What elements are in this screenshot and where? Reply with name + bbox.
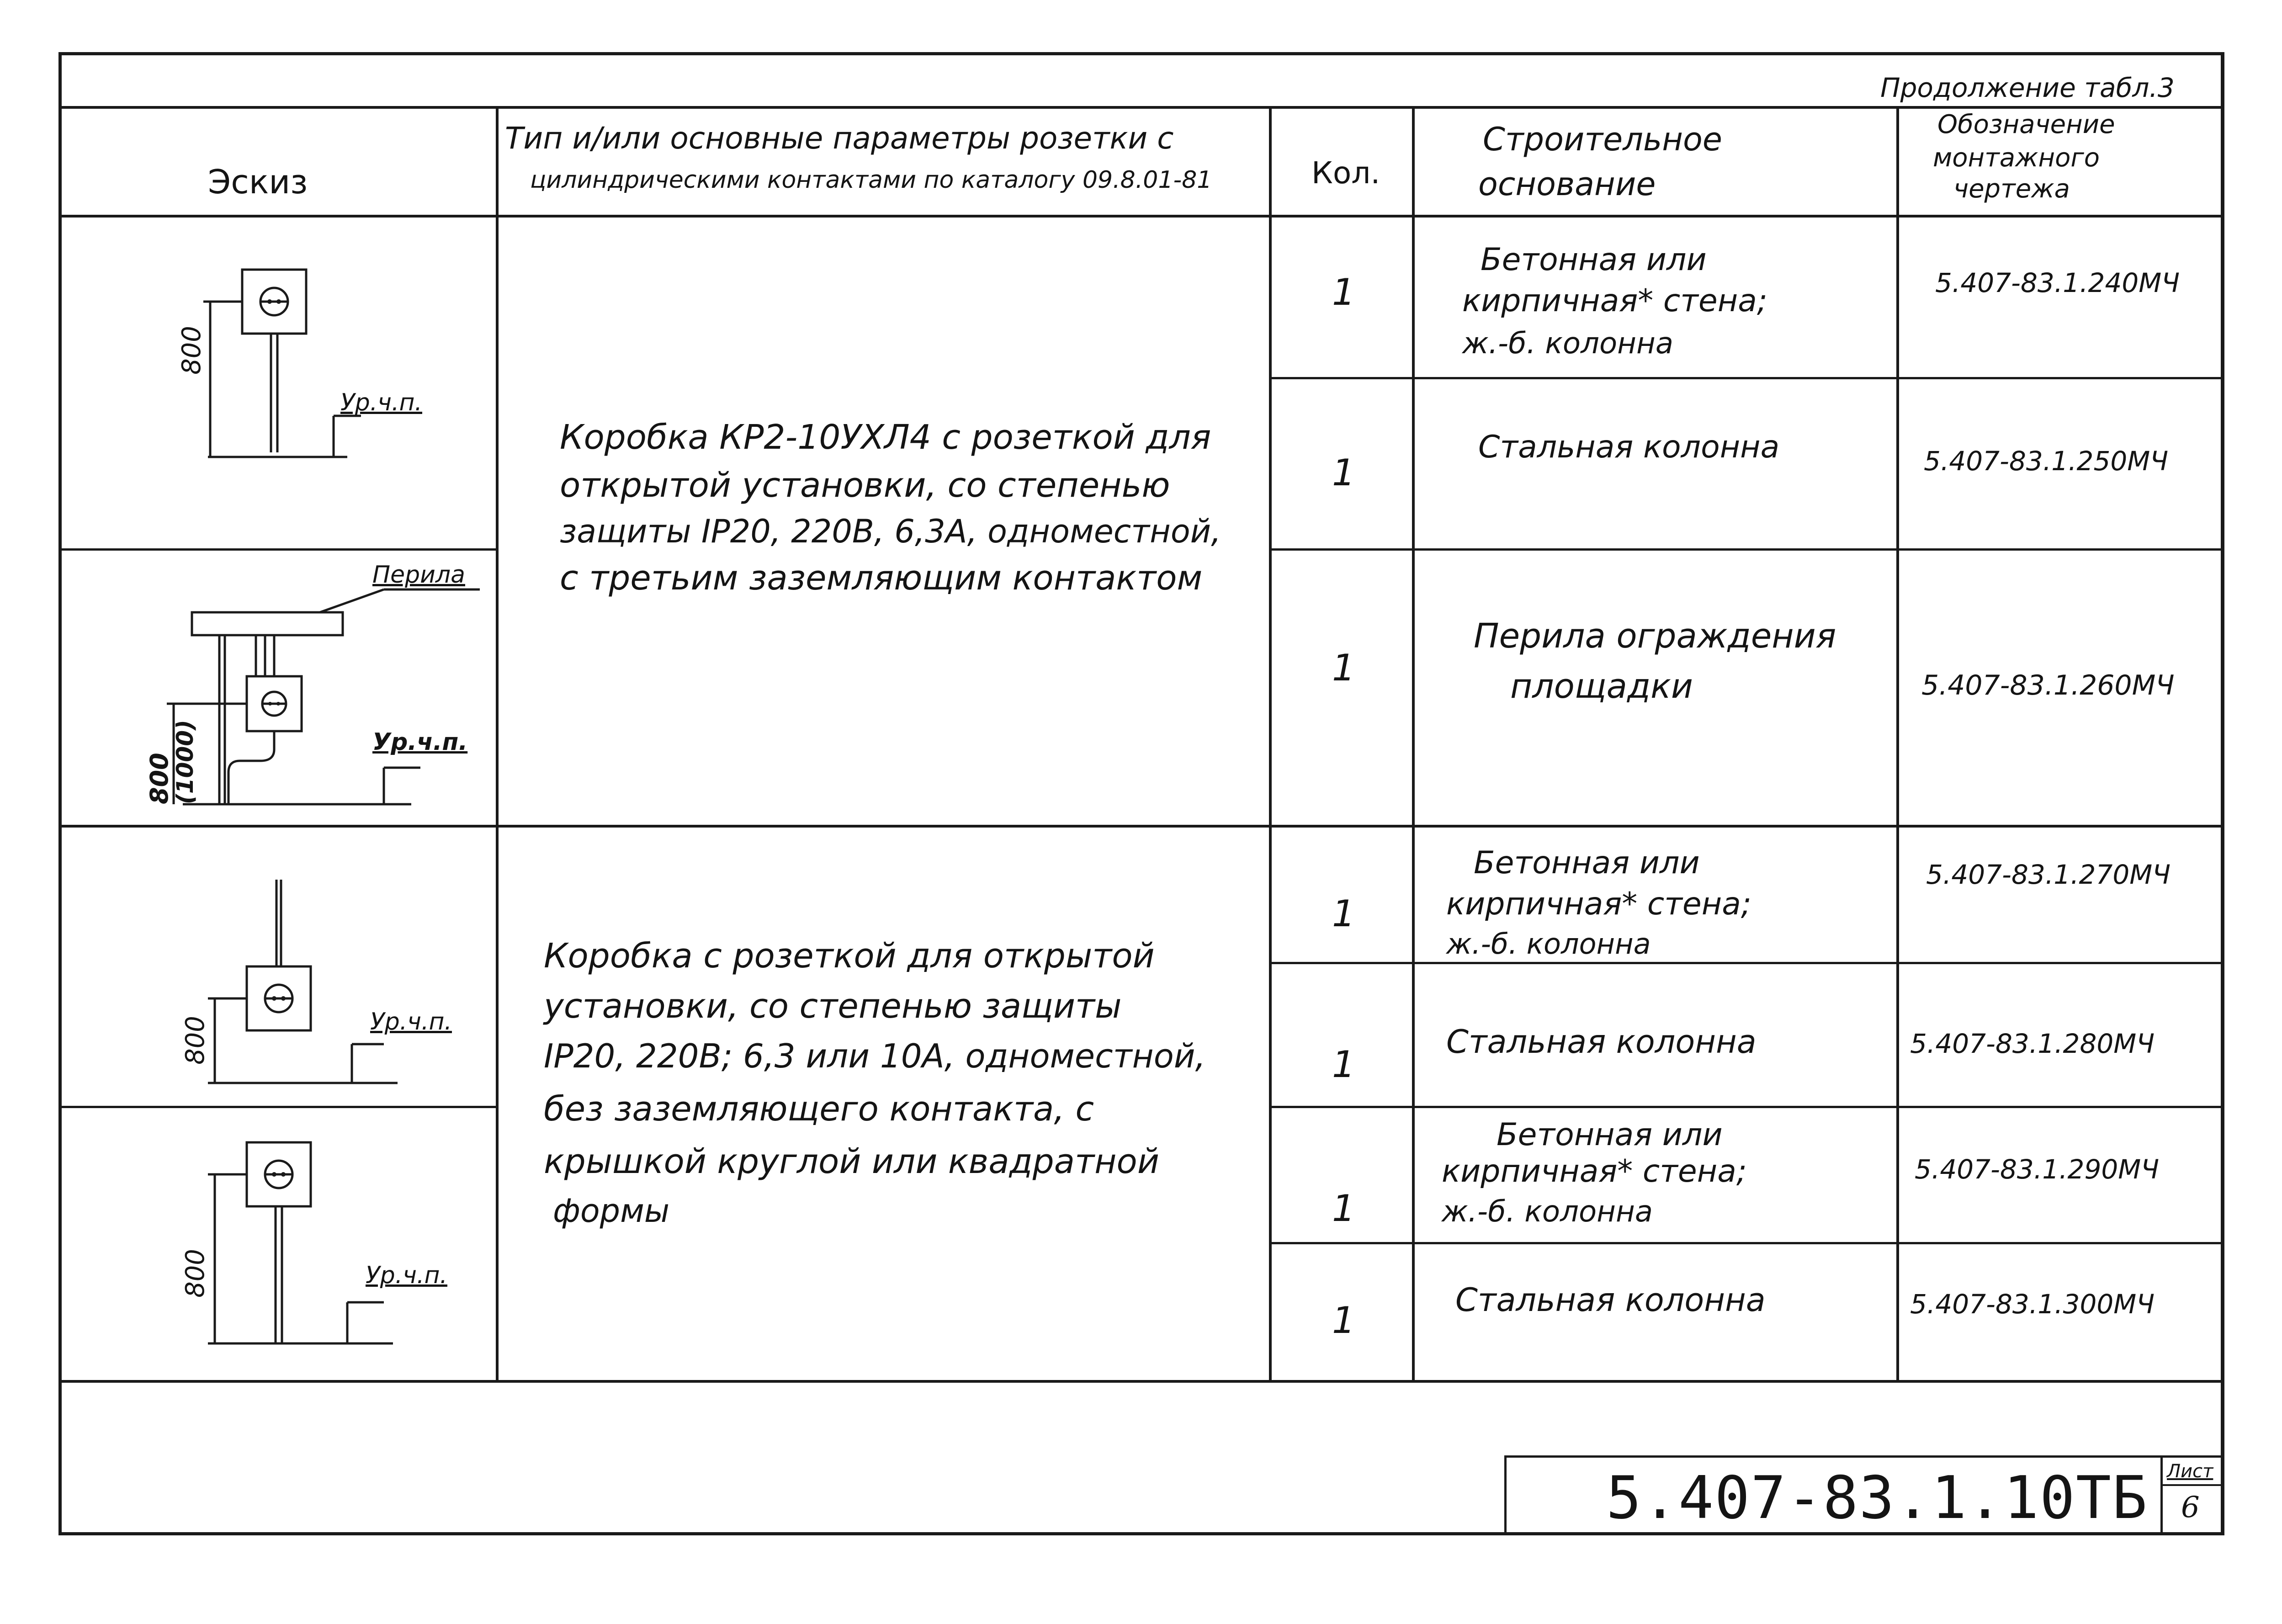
qty-row2: 1 (1332, 451, 1355, 494)
type-group1-line1: Коробка КР2-10УХЛ4 с розеткой для (560, 418, 1211, 457)
base-row1-line2: кирпичная* стена; (1462, 283, 1767, 319)
sketch-sep-1 (58, 548, 497, 551)
sketch-1-level: Ур.ч.п. (340, 389, 423, 416)
sketch-2-dim: 800 (145, 753, 174, 804)
frame-left (58, 52, 62, 1535)
header-base-line2: основание (1478, 165, 1656, 203)
drawing-row5: 5.407-83.1.280МЧ (1910, 1028, 2155, 1059)
base-row3-line1: Перила ограждения (1474, 616, 1836, 656)
type-group1-line4: с третьим заземляющим контактом (560, 558, 1203, 598)
base-row6-line1: Бетонная или (1497, 1117, 1723, 1153)
stamp-sheet-mid (2160, 1484, 2223, 1486)
header-top-line (58, 106, 2224, 109)
frame-right (2221, 52, 2224, 1535)
header-type-line1: Тип и/или основные параметры розетки с (505, 121, 1174, 156)
type-group2-line6: формы (553, 1192, 670, 1230)
qty-row4: 1 (1332, 892, 1355, 935)
sketch-sep-3 (58, 1106, 497, 1108)
base-row1-line3: ж.-б. колонна (1462, 327, 1674, 361)
col-line-4 (1896, 106, 1899, 1383)
frame-bottom (58, 1532, 2224, 1535)
sketch-2-level: Ур.ч.п. (372, 728, 468, 756)
sketch-2-callout: Перила (372, 561, 465, 589)
row-sep-4 (1270, 962, 2223, 964)
row-sep-3 (1270, 825, 2223, 828)
base-row6-line3: ж.-б. колонна (1442, 1195, 1653, 1229)
stamp-top (1504, 1455, 2224, 1458)
header-drawing-line2: монтажного (1933, 143, 2100, 173)
base-row7-line1: Стальная колонна (1455, 1281, 1766, 1319)
type-group2-line4: без заземляющего контакта, с (544, 1089, 1094, 1129)
type-group1-line2: открытой установки, со степенью (560, 466, 1170, 505)
header-sketch: Эскиз (208, 163, 308, 201)
drawing-row2: 5.407-83.1.250МЧ (1924, 446, 2169, 477)
header-bottom-line (58, 215, 2224, 218)
sketch-2 (155, 594, 484, 809)
base-row2-line1: Стальная колонна (1478, 429, 1780, 465)
row-sep-2 (1270, 548, 2223, 551)
base-row1-line1: Бетонная или (1481, 242, 1707, 278)
header-base-line1: Строительное (1483, 121, 1722, 158)
continuation-label: Продолжение табл.3 (1880, 72, 2175, 103)
qty-row7: 1 (1332, 1299, 1355, 1342)
group-sep (58, 825, 1271, 828)
base-row4-line2: кирпичная* стена; (1446, 886, 1751, 922)
col-line-3 (1412, 106, 1415, 1383)
drawing-row4: 5.407-83.1.270МЧ (1926, 859, 2171, 890)
col-line-2 (1269, 106, 1272, 1383)
qty-row1: 1 (1332, 271, 1355, 313)
frame-top (58, 52, 2224, 55)
header-qty: Кол. (1311, 155, 1380, 191)
sketch-4-dim: 800 (180, 1249, 210, 1298)
qty-row3: 1 (1332, 647, 1355, 689)
col-line-1 (496, 106, 499, 1383)
header-type-line2: цилиндрическими контактами по каталогу 09.8.01-81 (530, 166, 1212, 194)
sketch-1-dim: 800 (177, 326, 207, 375)
base-row4-line1: Бетонная или (1474, 845, 1700, 881)
stamp-sheet-sep (2160, 1455, 2163, 1534)
type-group2-line5: крышкой круглой или квадратной (544, 1142, 1159, 1181)
drawing-row1: 5.407-83.1.240МЧ (1935, 267, 2180, 298)
drawing-row7: 5.407-83.1.300МЧ (1910, 1289, 2155, 1320)
sketch-3 (201, 880, 420, 1094)
header-drawing-line1: Обозначение (1937, 110, 2115, 139)
type-group2-line2: установки, со степенью защиты (544, 987, 1122, 1026)
stamp-left (1504, 1455, 1507, 1534)
table-bottom-line (58, 1380, 2224, 1383)
row-sep-6 (1270, 1242, 2223, 1244)
header-drawing-line3: чертежа (1953, 174, 2070, 204)
sketch-4-level: Ур.ч.п. (366, 1262, 448, 1289)
base-row4-line3: ж.-б. колонна (1446, 927, 1651, 961)
base-row3-line2: площадки (1510, 667, 1693, 706)
row-sep-5 (1270, 1106, 2223, 1108)
sketch-2-dim2: (1000) (172, 720, 198, 804)
drawing-row6: 5.407-83.1.290МЧ (1915, 1154, 2160, 1185)
qty-row5: 1 (1332, 1043, 1355, 1086)
row-sep-1 (1270, 377, 2223, 379)
type-group2-line1: Коробка с розеткой для открытой (544, 936, 1155, 976)
drawing-row3: 5.407-83.1.260МЧ (1921, 669, 2175, 701)
sketch-1 (196, 265, 388, 471)
stamp-code: 5.407-83.1.10ТБ (1606, 1464, 2148, 1532)
qty-row6: 1 (1332, 1187, 1355, 1230)
base-row5-line1: Стальная колонна (1446, 1023, 1757, 1061)
sketch-3-level: Ур.ч.п. (370, 1008, 452, 1035)
type-group2-line3: IP20, 220В; 6,3 или 10А, одноместной, (544, 1037, 1206, 1075)
base-row6-line2: кирпичная* стена; (1442, 1153, 1747, 1189)
sketch-3-dim: 800 (180, 1016, 210, 1065)
stamp-sheet-number: 6 (2181, 1491, 2200, 1524)
type-group1-line3: защиты IP20, 220В, 6,3А, одноместной, (560, 513, 1221, 550)
stamp-sheet-label: Лист (2167, 1461, 2213, 1482)
sketch-4 (201, 1133, 420, 1353)
